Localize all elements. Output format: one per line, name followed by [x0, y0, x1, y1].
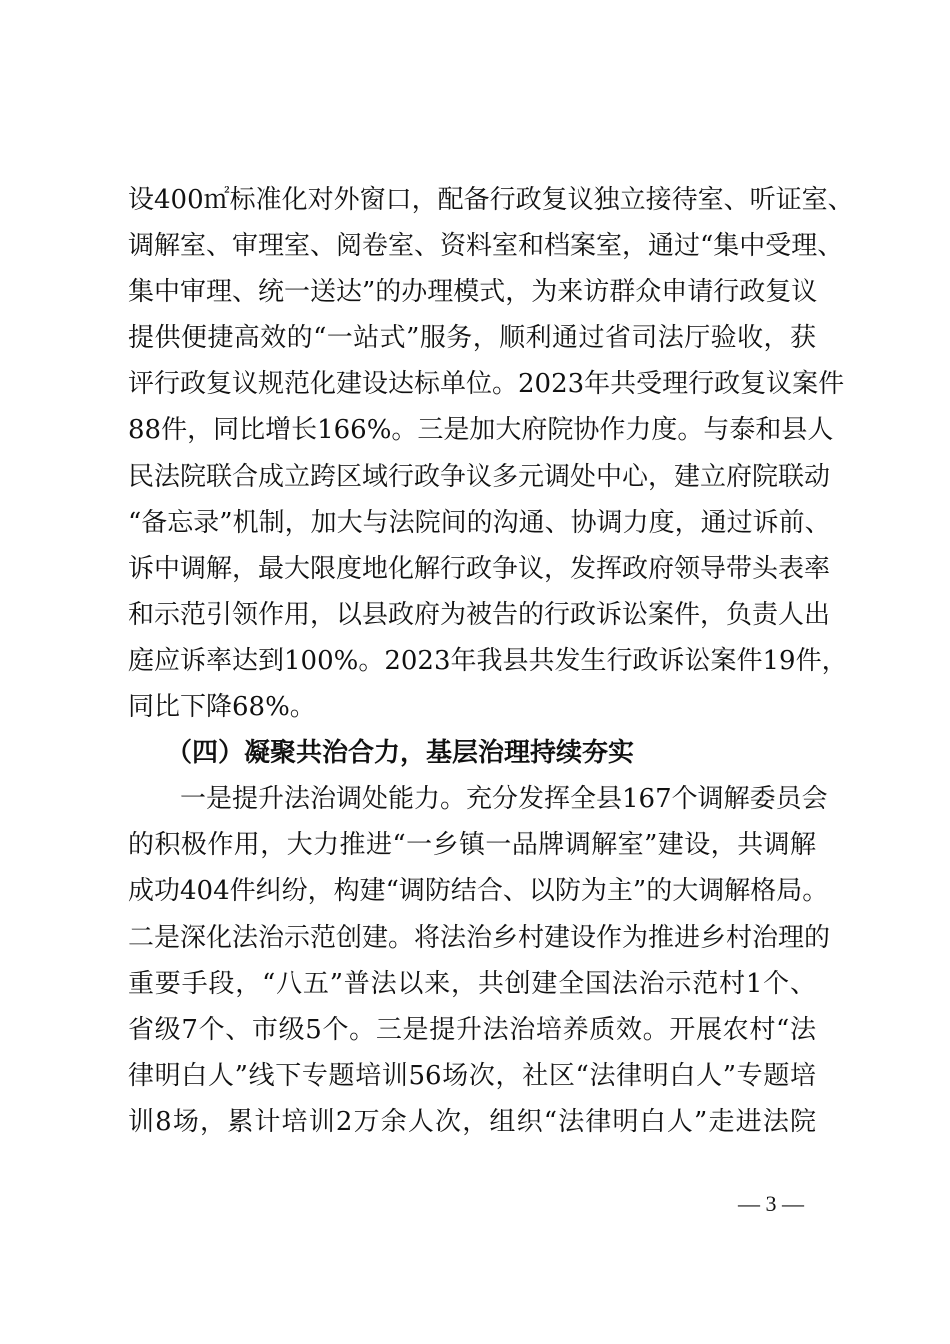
paragraph-line: 集中审理、统一送达”的办理模式，为来访群众申请行政复议: [128, 277, 818, 308]
paragraph-line: 二是深化法治示范创建。将法治乡村建设作为推进乡村治理的: [128, 922, 831, 953]
section-heading: （四）凝聚共治合力，基层治理持续夯实: [166, 738, 635, 769]
paragraph-line: 民法院联合成立跨区域行政争议多元调处中心，建立府院联动: [128, 461, 831, 492]
paragraph-line: 同比下降68%。: [128, 692, 316, 723]
paragraph-line: “备忘录”机制，加大与法院间的沟通、协调力度，通过诉前、: [128, 507, 831, 538]
paragraph-line: 重要手段，“八五”普法以来，共创建全国法治示范村1个、: [128, 968, 816, 999]
document-body: [128, 177, 854, 1145]
paragraph-line: 诉中调解，最大限度地化解行政争议，发挥政府领导带头表率: [128, 553, 831, 584]
page-number: — 3 —: [738, 1191, 804, 1216]
paragraph-line: 88件，同比增长166%。三是加大府院协作力度。与泰和县人: [128, 415, 834, 446]
paragraph-line: 省级7个、市级5个。三是提升法治培养质效。开展农村“法: [128, 1014, 816, 1045]
paragraph-line: 成功404件纠纷，构建“调防结合、以防为主”的大调解格局。: [128, 876, 829, 907]
paragraph-line: 庭应诉率达到100%。2023年我县共发生行政诉讼案件19件，: [128, 645, 848, 676]
paragraph-line: 和示范引领作用，以县政府为被告的行政诉讼案件，负责人出: [128, 599, 831, 630]
paragraph-line: 的积极作用，大力推进“一乡镇一品牌调解室”建设，共调解: [128, 830, 816, 861]
paragraph-line: 一是提升法治调处能力。充分发挥全县167个调解委员会: [180, 784, 828, 815]
paragraph-line: 设400㎡标准化对外窗口，配备行政复议独立接待室、听证室、: [128, 185, 854, 215]
paragraph-line: 调解室、审理室、阅卷室、资料室和档案室，通过“集中受理、: [128, 231, 844, 262]
paragraph-line: 提供便捷高效的“一站式”服务，顺利通过省司法厅验收，获: [128, 323, 816, 354]
paragraph-line: 律明白人”线下专题培训56场次，社区“法律明白人”专题培: [128, 1060, 816, 1091]
paragraph-line: 评行政复议规范化建设达标单位。2023年共受理行政复议案件: [128, 369, 845, 400]
paragraph-line: 训8场，累计培训2万余人次，组织“法律明白人”走进法院: [128, 1106, 816, 1137]
